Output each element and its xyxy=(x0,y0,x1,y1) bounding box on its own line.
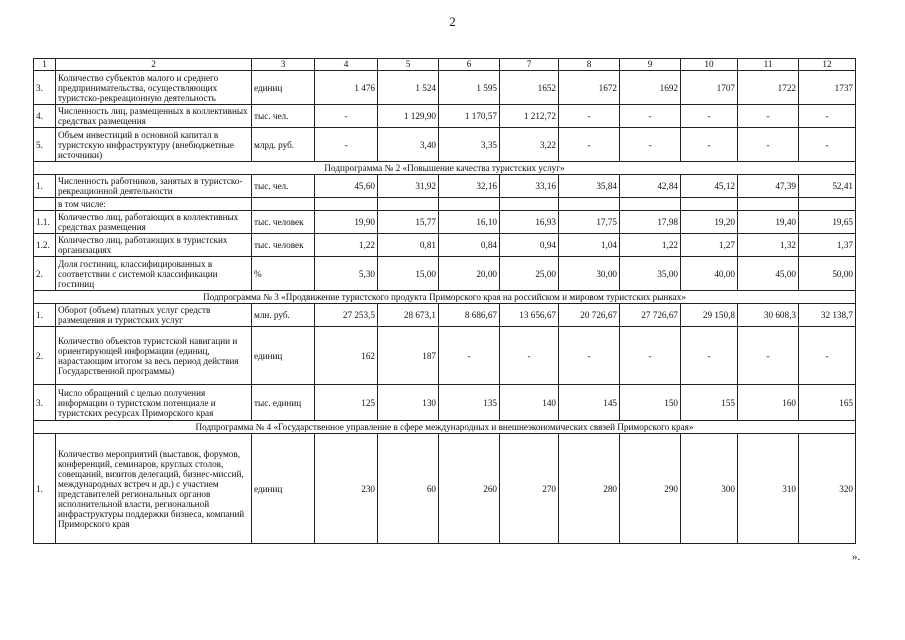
unit-cell: тыс. единиц xyxy=(252,385,315,421)
value-cell: 19,90 xyxy=(315,211,378,234)
indicator-name: Оборот (объем) платных услуг средств размещения и туристских услуг xyxy=(56,304,252,327)
value-cell: 40,00 xyxy=(681,257,738,291)
value-cell: 1722 xyxy=(738,71,799,105)
value-cell: - xyxy=(620,105,681,128)
value-cell: - xyxy=(681,128,738,162)
value-cell: 280 xyxy=(559,434,620,544)
value-cell: 30 608,3 xyxy=(738,304,799,327)
value-cell: - xyxy=(559,105,620,128)
value-cell: - xyxy=(620,327,681,385)
row-index: 3. xyxy=(34,385,56,421)
value-cell xyxy=(500,198,559,211)
value-cell: 45,00 xyxy=(738,257,799,291)
value-cell: 13 656,67 xyxy=(500,304,559,327)
value-cell: 270 xyxy=(500,434,559,544)
table-row xyxy=(34,234,856,257)
value-cell: 0,84 xyxy=(439,234,500,257)
subprogram-title: Подпрограмма № 2 «Повышение качества туристских услуг» xyxy=(34,162,856,175)
table-header-row xyxy=(34,59,856,71)
value-cell: 1 524 xyxy=(378,71,439,105)
value-cell xyxy=(378,198,439,211)
indicators-table xyxy=(33,58,856,544)
value-cell: - xyxy=(315,105,378,128)
value-cell: 0,81 xyxy=(378,234,439,257)
value-cell: 1,22 xyxy=(315,234,378,257)
value-cell: 1,37 xyxy=(799,234,856,257)
header-cell: 4 xyxy=(315,59,378,71)
header-cell: 8 xyxy=(559,59,620,71)
value-cell xyxy=(799,198,856,211)
value-cell xyxy=(681,198,738,211)
table-row xyxy=(34,128,856,162)
value-cell: 42,84 xyxy=(620,175,681,198)
value-cell: 1737 xyxy=(799,71,856,105)
value-cell: - xyxy=(799,105,856,128)
value-cell: 162 xyxy=(315,327,378,385)
header-cell: 11 xyxy=(738,59,799,71)
row-index: 3. xyxy=(34,71,56,105)
value-cell: 1 476 xyxy=(315,71,378,105)
value-cell: 45,60 xyxy=(315,175,378,198)
value-cell: - xyxy=(315,128,378,162)
value-cell: 230 xyxy=(315,434,378,544)
value-cell: 15,77 xyxy=(378,211,439,234)
value-cell: - xyxy=(681,105,738,128)
value-cell: 125 xyxy=(315,385,378,421)
header-cell: 12 xyxy=(799,59,856,71)
table-row xyxy=(34,175,856,198)
unit-cell: тыс. чел. xyxy=(252,105,315,128)
page-number: 2 xyxy=(449,14,456,29)
value-cell: 35,00 xyxy=(620,257,681,291)
value-cell: 8 686,67 xyxy=(439,304,500,327)
closing-quote: ». xyxy=(852,551,861,563)
value-cell: 260 xyxy=(439,434,500,544)
value-cell: 19,20 xyxy=(681,211,738,234)
value-cell: - xyxy=(738,327,799,385)
header-cell: 1 xyxy=(34,59,56,71)
indicator-name: Число обращений с целью получения информации о туристском потенциале и туристских ресурсах Приморского края xyxy=(56,385,252,421)
unit-cell: тыс. чел. xyxy=(252,175,315,198)
value-cell: 45,12 xyxy=(681,175,738,198)
value-cell: 20,00 xyxy=(439,257,500,291)
value-cell: 5,30 xyxy=(315,257,378,291)
value-cell: 1,27 xyxy=(681,234,738,257)
value-cell: 320 xyxy=(799,434,856,544)
value-cell: 300 xyxy=(681,434,738,544)
value-cell: 47,39 xyxy=(738,175,799,198)
unit-cell xyxy=(252,198,315,211)
value-cell: 29 150,8 xyxy=(681,304,738,327)
indicator-name: Количество лиц, работающих в туристских организациях xyxy=(56,234,252,257)
value-cell: 3,22 xyxy=(500,128,559,162)
value-cell: 19,40 xyxy=(738,211,799,234)
value-cell: - xyxy=(439,327,500,385)
table-row xyxy=(34,434,856,544)
value-cell: 130 xyxy=(378,385,439,421)
header-cell: 6 xyxy=(439,59,500,71)
value-cell xyxy=(620,198,681,211)
value-cell: - xyxy=(500,327,559,385)
header-cell: 7 xyxy=(500,59,559,71)
value-cell: 1,22 xyxy=(620,234,681,257)
indicator-name: Количество мероприятий (выставок, форумов, конференций, семинаров, круглых столов, совещаний, визитов делегаций, бизнес-миссий, международных встреч и др.) с участием представителей региональных органов исполнительной власти, региональной инфраструктуры поддержки бизнеса, компаний Приморского края xyxy=(56,434,252,544)
indicator-name: Объем инвестиций в основной капитал в туристскую инфраструктуру (внебюджетные источники) xyxy=(56,128,252,162)
value-cell: - xyxy=(681,327,738,385)
value-cell: 50,00 xyxy=(799,257,856,291)
unit-cell: млрд. руб. xyxy=(252,128,315,162)
row-index: 2. xyxy=(34,327,56,385)
value-cell: - xyxy=(738,128,799,162)
header-cell: 9 xyxy=(620,59,681,71)
value-cell: 52,41 xyxy=(799,175,856,198)
value-cell: 1672 xyxy=(559,71,620,105)
indicator-name: Численность работников, занятых в туристско-рекреационной деятельности xyxy=(56,175,252,198)
row-index: 1. xyxy=(34,304,56,327)
unit-cell: единиц xyxy=(252,434,315,544)
table-row xyxy=(34,385,856,421)
header-cell: 3 xyxy=(252,59,315,71)
value-cell: 15,00 xyxy=(378,257,439,291)
unit-cell: тыс. человек xyxy=(252,211,315,234)
row-index: 1. xyxy=(34,434,56,544)
value-cell: 165 xyxy=(799,385,856,421)
value-cell: - xyxy=(738,105,799,128)
row-index xyxy=(34,198,56,211)
row-index: 2. xyxy=(34,257,56,291)
value-cell: 3,40 xyxy=(378,128,439,162)
value-cell: 1,04 xyxy=(559,234,620,257)
indicator-name: Количество объектов туристской навигации и ориентирующей информации (единиц, нарастающим итогом за весь период действия Государственной программы) xyxy=(56,327,252,385)
value-cell: 145 xyxy=(559,385,620,421)
value-cell: 25,00 xyxy=(500,257,559,291)
value-cell: 1 129,90 xyxy=(378,105,439,128)
table-row xyxy=(34,105,856,128)
indicator-name: в том числе: xyxy=(56,198,252,211)
row-index: 4. xyxy=(34,105,56,128)
unit-cell: % xyxy=(252,257,315,291)
row-index: 5. xyxy=(34,128,56,162)
table-row xyxy=(34,257,856,291)
value-cell: 27 726,67 xyxy=(620,304,681,327)
section-row xyxy=(34,421,856,434)
value-cell: 140 xyxy=(500,385,559,421)
value-cell xyxy=(439,198,500,211)
value-cell: 30,00 xyxy=(559,257,620,291)
value-cell: 1,32 xyxy=(738,234,799,257)
indicator-name: Численность лиц, размещенных в коллективных средствах размещения xyxy=(56,105,252,128)
value-cell: 3,35 xyxy=(439,128,500,162)
value-cell: 16,10 xyxy=(439,211,500,234)
value-cell: 290 xyxy=(620,434,681,544)
value-cell: 1707 xyxy=(681,71,738,105)
value-cell: - xyxy=(559,128,620,162)
value-cell: 32 138,7 xyxy=(799,304,856,327)
value-cell: 1652 xyxy=(500,71,559,105)
value-cell: 1 595 xyxy=(439,71,500,105)
header-cell: 2 xyxy=(56,59,252,71)
table-row xyxy=(34,327,856,385)
header-cell: 5 xyxy=(378,59,439,71)
unit-cell: единиц xyxy=(252,71,315,105)
table-row xyxy=(34,71,856,105)
value-cell xyxy=(315,198,378,211)
value-cell: 20 726,67 xyxy=(559,304,620,327)
row-index: 1. xyxy=(34,175,56,198)
indicator-name: Доля гостиниц, классифицированных в соответствии с системой классификации гостиниц xyxy=(56,257,252,291)
value-cell: - xyxy=(799,128,856,162)
indicator-name: Количество лиц, работающих в коллективных средствах размещения xyxy=(56,211,252,234)
value-cell: 160 xyxy=(738,385,799,421)
value-cell: 60 xyxy=(378,434,439,544)
value-cell: 155 xyxy=(681,385,738,421)
value-cell: 32,16 xyxy=(439,175,500,198)
section-row xyxy=(34,291,856,304)
value-cell: 135 xyxy=(439,385,500,421)
subprogram-title: Подпрограмма № 3 «Продвижение туристского продукта Приморского края на российском и мировом туристских рынках» xyxy=(34,291,856,304)
value-cell: - xyxy=(620,128,681,162)
row-index: 1.2. xyxy=(34,234,56,257)
value-cell: 35,84 xyxy=(559,175,620,198)
unit-cell: единиц xyxy=(252,327,315,385)
value-cell xyxy=(738,198,799,211)
value-cell: 150 xyxy=(620,385,681,421)
value-cell: 1692 xyxy=(620,71,681,105)
unit-cell: млн. руб. xyxy=(252,304,315,327)
value-cell: 27 253,5 xyxy=(315,304,378,327)
value-cell: 16,93 xyxy=(500,211,559,234)
value-cell: 17,98 xyxy=(620,211,681,234)
value-cell: 28 673,1 xyxy=(378,304,439,327)
value-cell: - xyxy=(799,327,856,385)
indicator-name: Количество субъектов малого и среднего предпринимательства, осуществляющих туристско-рекреационную деятельность xyxy=(56,71,252,105)
subprogram-title: Подпрограмма № 4 «Государственное управление в сфере международных и внешнеэкономических связей Приморского края» xyxy=(34,421,856,434)
header-cell: 10 xyxy=(681,59,738,71)
table-row xyxy=(34,198,856,211)
row-index: 1.1. xyxy=(34,211,56,234)
value-cell: 31,92 xyxy=(378,175,439,198)
unit-cell: тыс. человек xyxy=(252,234,315,257)
value-cell: - xyxy=(559,327,620,385)
value-cell: 0,94 xyxy=(500,234,559,257)
table-row xyxy=(34,304,856,327)
table-row xyxy=(34,211,856,234)
value-cell: 310 xyxy=(738,434,799,544)
value-cell: 1 170,57 xyxy=(439,105,500,128)
value-cell: 17,75 xyxy=(559,211,620,234)
value-cell: 33,16 xyxy=(500,175,559,198)
value-cell: 19,65 xyxy=(799,211,856,234)
value-cell: 187 xyxy=(378,327,439,385)
value-cell: 1 212,72 xyxy=(500,105,559,128)
value-cell xyxy=(559,198,620,211)
section-row xyxy=(34,162,856,175)
